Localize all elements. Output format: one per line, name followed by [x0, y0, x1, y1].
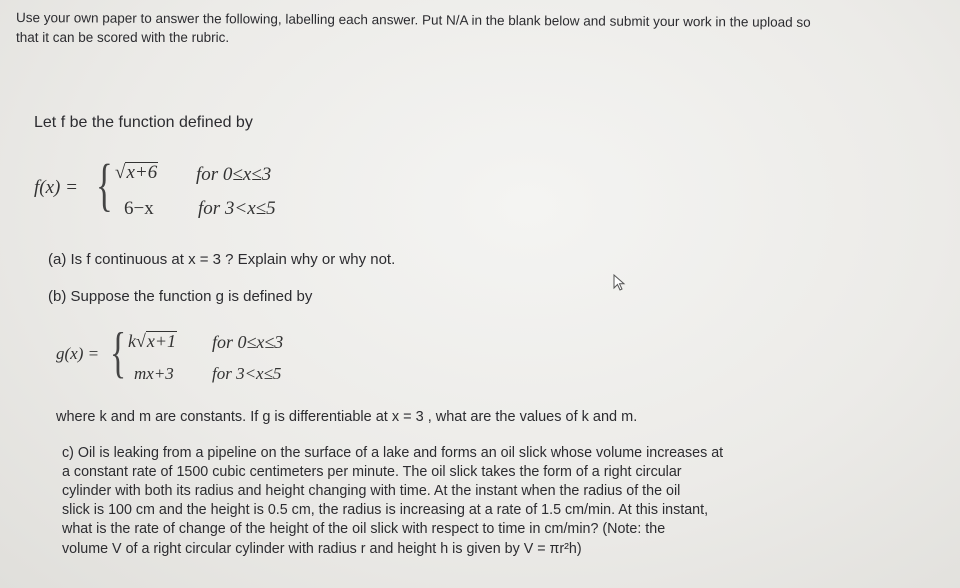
f-case1-expr: √x+6: [115, 162, 158, 183]
g-case1-condition: for 0≤x≤3: [212, 332, 284, 352]
g-case2-expr: mx+3: [134, 364, 174, 383]
function-intro: Let f be the function defined by: [34, 114, 253, 131]
part-c-line: a constant rate of 1500 cubic centimeters per minute. The oil slick takes the form of a right circular: [62, 464, 682, 480]
part-c-line: what is the rate of change of the height of the oil slick with respect to time in cm/min? (Note: the: [62, 521, 666, 537]
part-c-line: cylinder with both its radius and height changing with time. At the instant when the radius of the oil: [62, 483, 681, 499]
f-case1-condition: for 0≤x≤3: [196, 164, 272, 185]
g-lhs: g(x) =: [56, 344, 100, 363]
part-b-intro: (b) Suppose the function g is defined by: [48, 288, 313, 305]
f-lhs: f(x) =: [34, 177, 78, 198]
instructions-line-1: Use your own paper to answer the following, labelling each answer. Put N/A in the blank below and submit your work in the upload so: [15, 10, 811, 30]
mouse-pointer-icon: [613, 274, 627, 292]
g-case2-condition: for 3<x≤5: [212, 364, 282, 383]
g-case1-expr: k√x+1: [128, 331, 177, 351]
f-brace: {: [96, 152, 113, 217]
part-c-line: volume V of a right circular cylinder with radius r and height h is given by V = πr²h): [62, 541, 582, 557]
part-c-line: slick is 100 cm and the height is 0.5 cm, the radius is increasing at a rate of 1.5 cm/min. At this instant,: [62, 502, 709, 518]
g-brace: {: [110, 322, 127, 384]
f-case2-condition: for 3<x≤5: [198, 198, 276, 219]
part-b-question: where k and m are constants. If g is differentiable at x = 3 , what are the values of k and m.: [56, 409, 638, 425]
part-a-question: (a) Is f continuous at x = 3 ? Explain why or why not.: [48, 251, 396, 268]
part-c-line: c) Oil is leaking from a pipeline on the surface of a lake and forms an oil slick whose volume increases at: [62, 445, 724, 461]
instructions-line-2: that it can be scored with the rubric.: [16, 30, 230, 45]
f-case2-expr: 6−x: [124, 198, 154, 219]
